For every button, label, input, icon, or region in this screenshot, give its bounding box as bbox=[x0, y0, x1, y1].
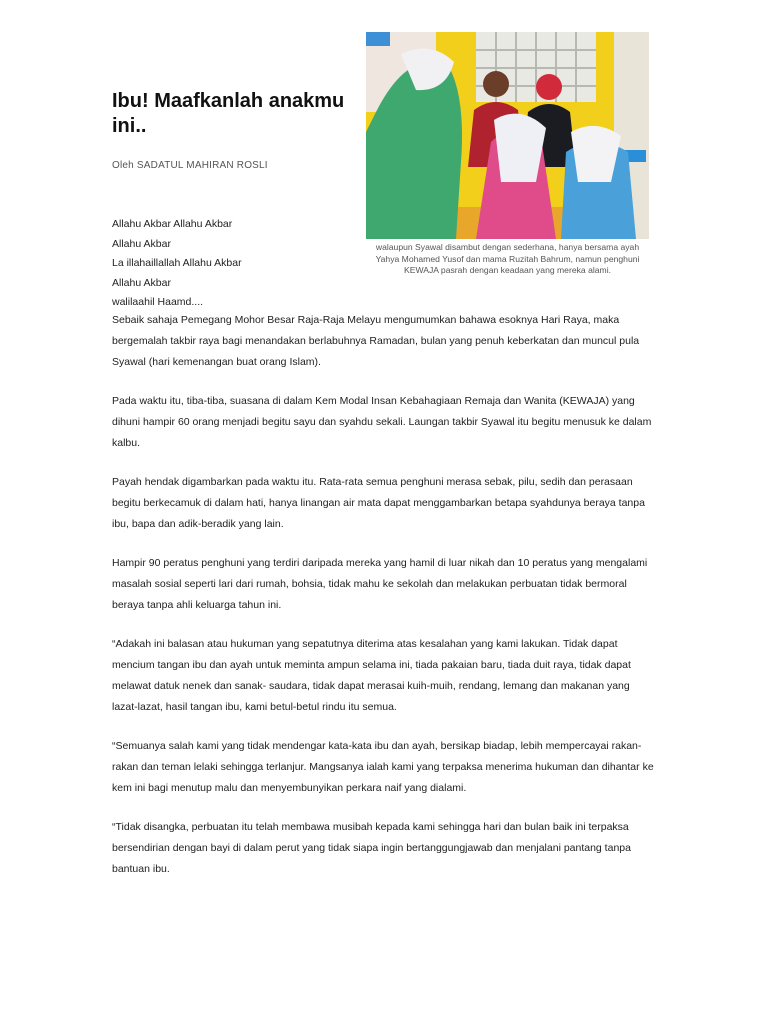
paragraph: “Semuanya salah kami yang tidak mendengar kata-kata ibu dan ayah, bersikap biadap, lebih mempercayai rakan-rakan dan teman lelaki sehingga terlanjur. Mangsanya ialah kami yang terpaksa menerima hukuman dan dihantar ke kem ini bagi menutup malu dan menyembunyikan perkara naif yang dialami. bbox=[112, 740, 654, 794]
article-byline: Oleh SADATUL MAHIRAN ROSLI bbox=[112, 160, 268, 171]
takbir-line: Allahu Akbar Allahu Akbar bbox=[112, 218, 233, 230]
photo-caption: walaupun Syawal disambut dengan sederhana, hanya bersama ayah Yahya Mohamed Yusof dan mama Ruzitah Bahrum, namun penghuni KEWAJA pasrah dengan keadaan yang mereka alami. bbox=[375, 242, 640, 275]
takbir-line: Allahu Akbar bbox=[112, 237, 171, 250]
takbir-line: walilaahil Haamd.... bbox=[112, 296, 204, 309]
takbir-line: Allahu Akbar bbox=[112, 276, 171, 289]
takbir-line: La illahaillallah Allahu Akbar bbox=[112, 257, 242, 270]
photo-illustration-icon bbox=[366, 32, 649, 239]
article-body bbox=[112, 310, 657, 898]
paragraph: “Adakah ini balasan atau hukuman yang sepatutnya diterima atas kesalahan yang kami lakukan. Tidak dapat mencium tangan ibu dan ayah untuk meminta ampun selama ini, tiada pakaian baru, tiada duit raya, tidak dapat melawat datuk nenek dan sanak- saudara, tidak dapat merasai kuih-muih, rendang, lemang dan makanan yang lazat-lazat, hasil tangan ibu, kami betul-betul rindu itu semua. bbox=[112, 638, 631, 713]
paragraph: Sebaik sahaja Pemegang Mohor Besar Raja-Raja Melayu mengumumkan bahawa esoknya Hari Raya, maka bergemalah takbir raya bagi menandakan berlabuhnya Ramadan, bulan yang penuh keberkatan dan muncul pula Syawal (hari kemenangan buat orang Islam). bbox=[112, 314, 640, 368]
takbir-list bbox=[112, 215, 242, 313]
paragraph: “Tidak disangka, perbuatan itu telah membawa musibah kepada kami sehingga hari dan bulan baik ini terpaksa bersendirian dengan bayi di dalam perut yang tidak siapa ingin bertanggungjawab dan menjalani pantang tanpa bantuan ibu. bbox=[112, 821, 631, 875]
article-title: Ibu! Maafkanlah anakmu ini.. bbox=[112, 90, 345, 137]
paragraph: Payah hendak digambarkan pada waktu itu. Rata-rata semua penghuni merasa sebak, pilu, sedih dan perasaan begitu berkecamuk di dalam hati, hanya linangan air mata dapat menggambarkan betapa syahdunya beraya tanpa ibu, bapa dan adik-beradik yang lain. bbox=[112, 476, 645, 530]
article-photo bbox=[366, 32, 649, 239]
paragraph: Pada waktu itu, tiba-tiba, suasana di dalam Kem Modal Insan Kebahagiaan Remaja dan Wanita (KEWAJA) yang dihuni hampir 60 orang menjadi begitu sayu dan syahdu sekali. Laungan takbir Syawal itu begitu menusuk ke dalam kalbu. bbox=[112, 395, 652, 449]
paragraph: Hampir 90 peratus penghuni yang terdiri daripada mereka yang hamil di luar nikah dan 10 peratus yang mengalami masalah sosial seperti lari dari rumah, bohsia, tidak mahu ke sekolah dan melakukan perbuatan tidak bermoral beraya tanpa ahli keluarga tahun ini. bbox=[112, 557, 648, 611]
